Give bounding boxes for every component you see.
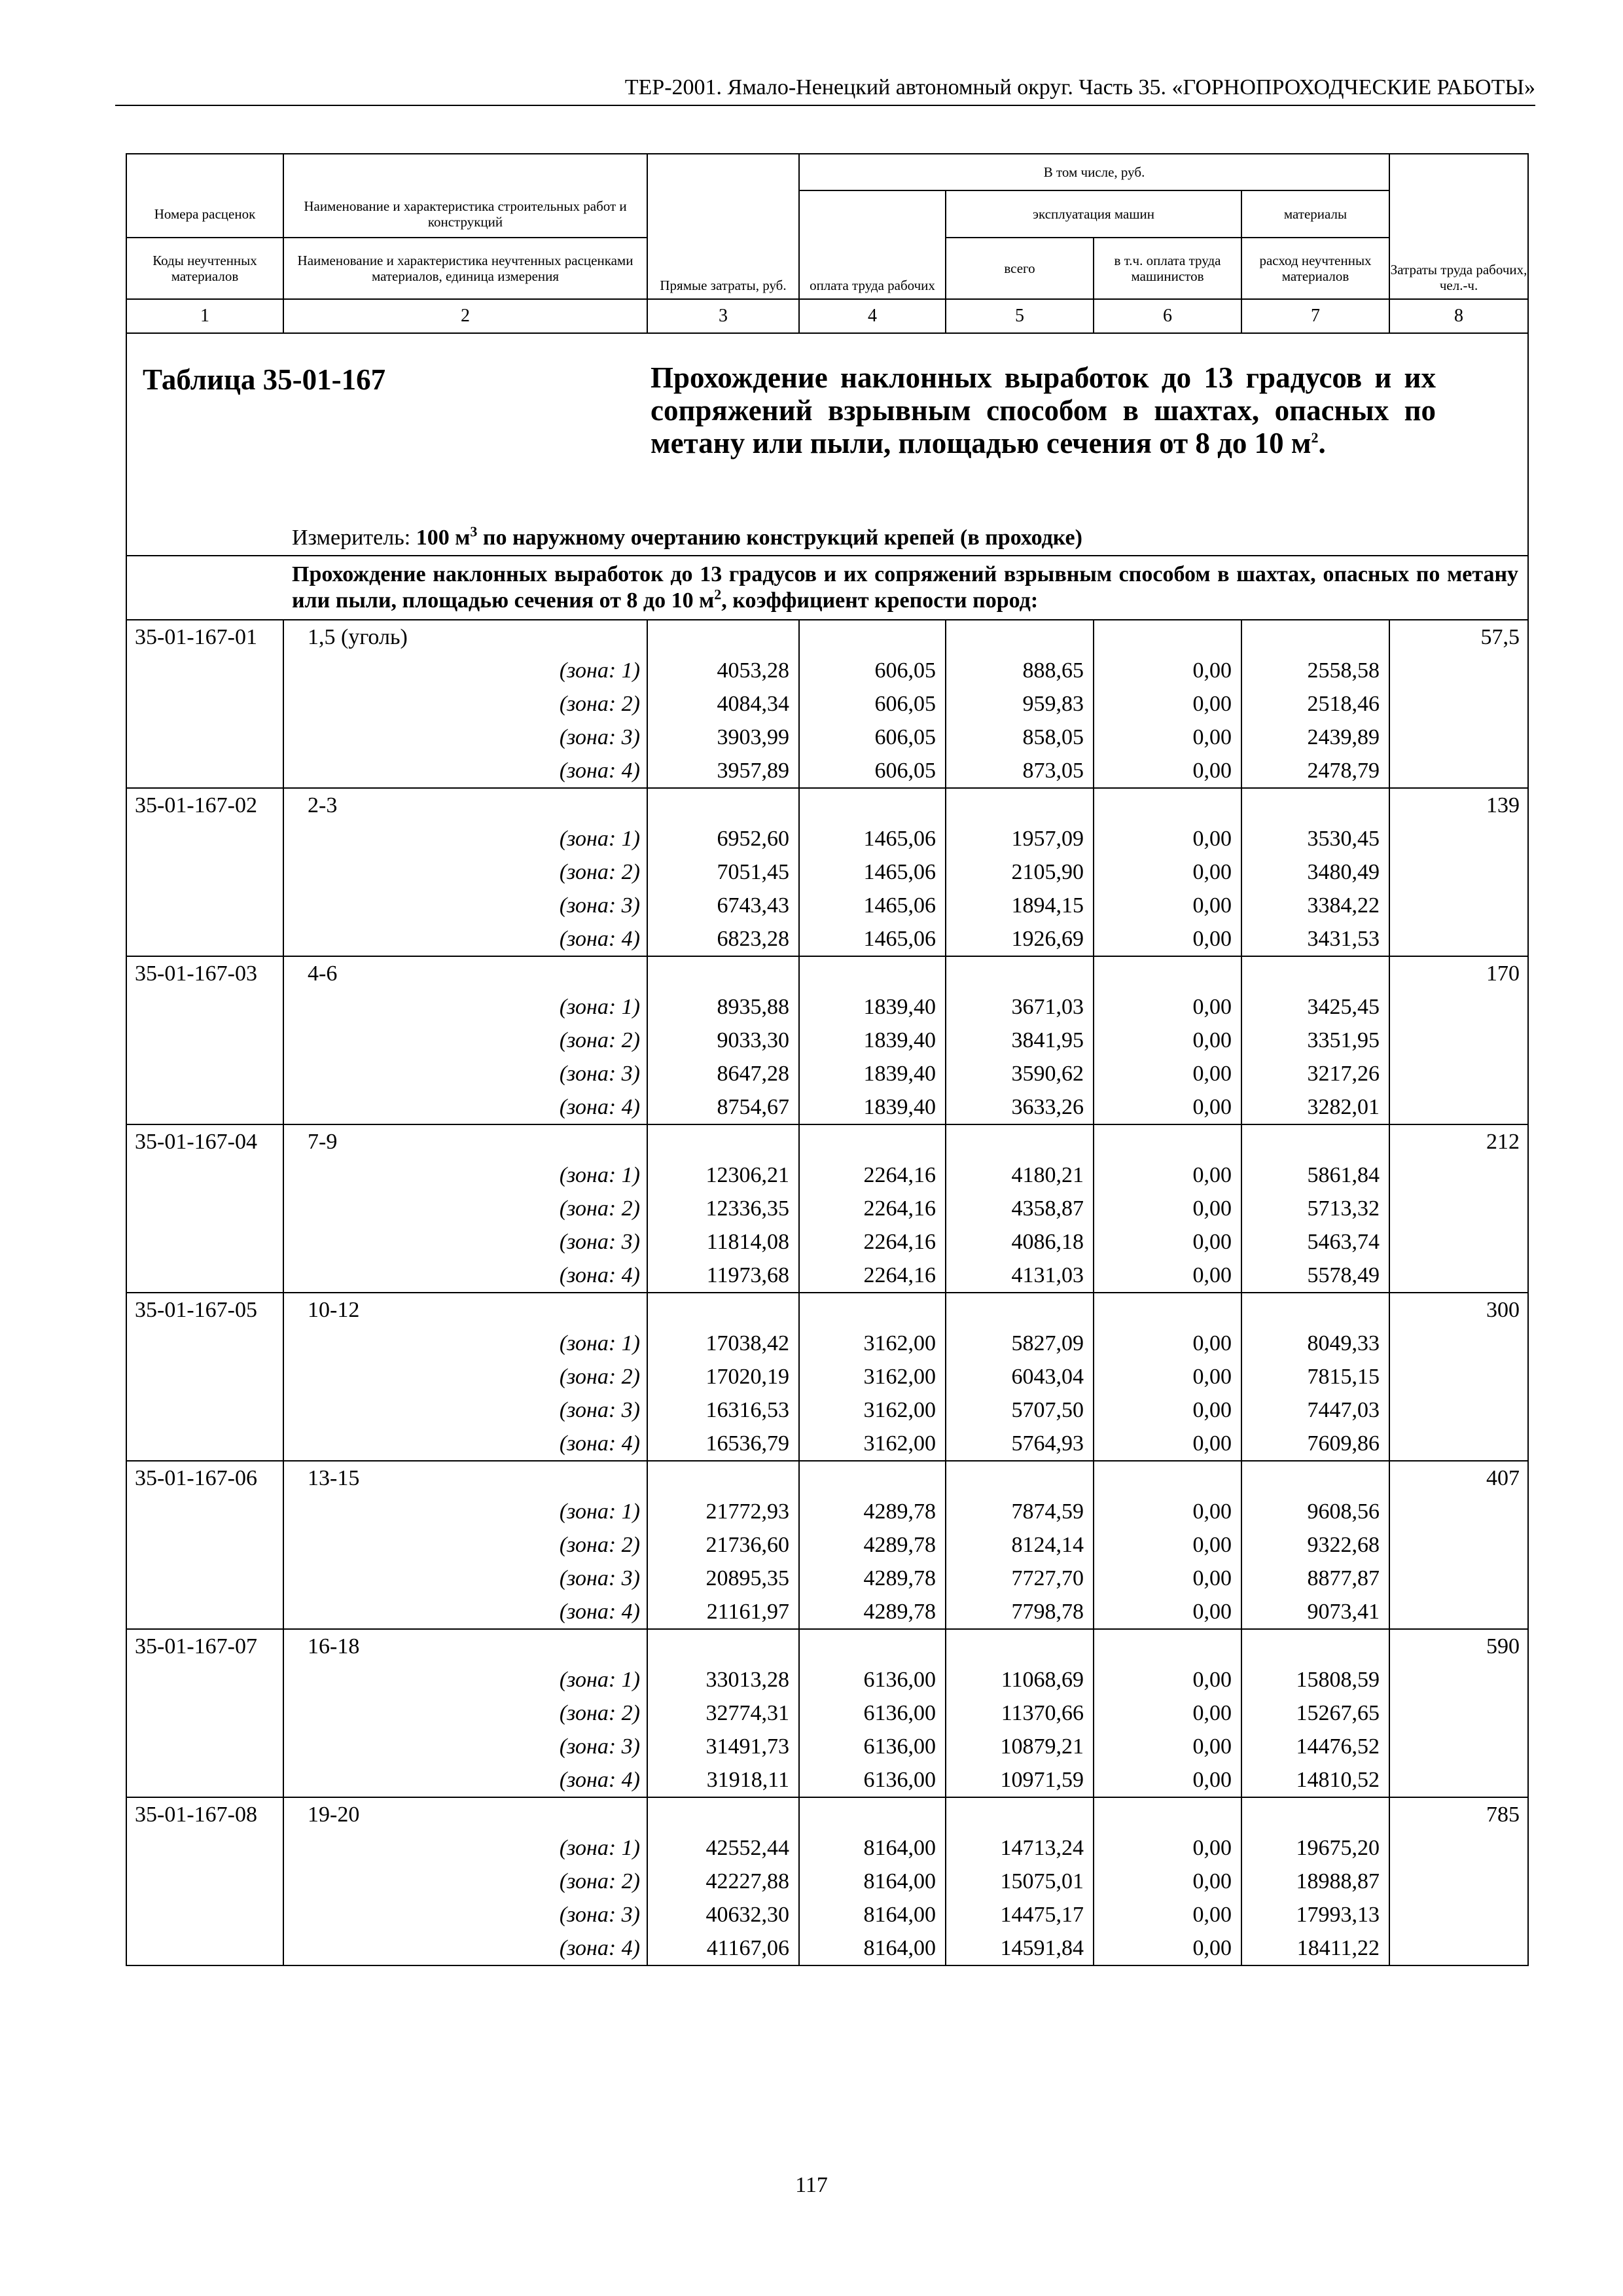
operators-cost: 0,00 [1094,1360,1241,1393]
rate-name: 7-9 [283,1124,647,1158]
operators-cost: 0,00 [1094,855,1241,889]
operators-cost: 0,00 [1094,1696,1241,1730]
direct-cost: 41167,06 [647,1931,799,1965]
header-price-number: Номера расценок [126,190,283,238]
wages-cost: 8164,00 [799,1865,946,1898]
operators-cost: 0,00 [1094,922,1241,956]
materials-cost: 9322,68 [1241,1528,1389,1562]
zone-label: (зона: 1) [283,822,647,855]
table-body [126,333,1528,1965]
operators-cost: 0,00 [1094,1663,1241,1696]
rate-code: 35-01-167-07 [126,1629,283,1663]
materials-cost: 5463,74 [1241,1225,1389,1259]
zone-row [126,1865,1528,1898]
rate-code: 35-01-167-05 [126,1293,283,1327]
wages-cost: 1839,40 [799,990,946,1024]
machines-cost: 1926,69 [946,922,1094,956]
price-table [126,153,1529,1966]
zone-label: (зона: 3) [283,1730,647,1763]
machines-cost: 6043,04 [946,1360,1094,1393]
zone-row [126,1259,1528,1293]
machines-cost: 4086,18 [946,1225,1094,1259]
materials-cost: 3480,49 [1241,855,1389,889]
column-number: 7 [1241,299,1389,333]
operators-cost: 0,00 [1094,1427,1241,1461]
zone-label: (зона: 2) [283,1865,647,1898]
direct-cost: 8935,88 [647,990,799,1024]
header-machines-total: всего [946,238,1094,299]
materials-cost: 7447,03 [1241,1393,1389,1427]
table-subtitle: Прохождение наклонных выработок до 13 градусов и их сопряжений взрывным способом в шахтах, опасных по метану или пыли, площадью сечения от 8 до 10 $м^2$, коэффициент крепости пород: [126,556,1528,620]
operators-cost: 0,00 [1094,754,1241,788]
zone-label: (зона: 1) [283,1831,647,1865]
wages-cost: 1839,40 [799,1024,946,1057]
zone-label: (зона: 3) [283,1393,647,1427]
rate-name: 16-18 [283,1629,647,1663]
machines-cost: 858,05 [946,721,1094,754]
zone-row [126,889,1528,922]
zone-label: (зона: 4) [283,922,647,956]
direct-cost: 11973,68 [647,1259,799,1293]
zone-row [126,754,1528,788]
column-number: 2 [283,299,647,333]
table-title-block [126,333,1528,556]
header-blank [126,154,283,190]
operators-cost: 0,00 [1094,1327,1241,1360]
zone-row [126,990,1528,1024]
machines-cost: 1894,15 [946,889,1094,922]
machines-cost: 14591,84 [946,1931,1094,1965]
header-machines: эксплуатация машин [946,190,1241,238]
materials-cost: 19675,20 [1241,1831,1389,1865]
wages-cost: 1465,06 [799,922,946,956]
zone-label: (зона: 1) [283,1158,647,1192]
materials-cost: 17993,13 [1241,1898,1389,1931]
zone-label: (зона: 2) [283,687,647,721]
rate-row [126,1461,1528,1495]
rate-row [126,1293,1528,1327]
table-number: Таблица 35-01-167 [143,363,386,396]
wages-cost: 4289,78 [799,1595,946,1629]
direct-cost: 17020,19 [647,1360,799,1393]
rate-labor: 212 [1389,1124,1528,1158]
rate-labor: 139 [1389,788,1528,822]
direct-cost: 17038,42 [647,1327,799,1360]
wages-cost: 1465,06 [799,889,946,922]
operators-cost: 0,00 [1094,1158,1241,1192]
machines-cost: 873,05 [946,754,1094,788]
wages-cost: 606,05 [799,754,946,788]
zone-label: (зона: 1) [283,1663,647,1696]
column-number: 8 [1389,299,1528,333]
zone-row [126,1360,1528,1393]
rate-labor: 300 [1389,1293,1528,1327]
direct-cost: 8647,28 [647,1057,799,1090]
column-number: 6 [1094,299,1241,333]
direct-cost: 20895,35 [647,1562,799,1595]
materials-cost: 3384,22 [1241,889,1389,922]
direct-cost: 40632,30 [647,1898,799,1931]
machines-cost: 4180,21 [946,1158,1094,1192]
wages-cost: 4289,78 [799,1495,946,1528]
zone-label: (зона: 1) [283,654,647,687]
zone-row [126,654,1528,687]
materials-cost: 5578,49 [1241,1259,1389,1293]
rate-row [126,788,1528,822]
zone-row [126,1663,1528,1696]
header-materials: материалы [1241,190,1389,238]
zone-label: (зона: 2) [283,1528,647,1562]
operators-cost: 0,00 [1094,1763,1241,1797]
materials-cost: 3425,45 [1241,990,1389,1024]
zone-row [126,1090,1528,1124]
rate-name: 19-20 [283,1797,647,1831]
header-rule [115,105,1535,106]
header-materials-use: расход неучтенных материалов [1241,238,1389,299]
zone-row [126,1562,1528,1595]
wages-cost: 6136,00 [799,1730,946,1763]
operators-cost: 0,00 [1094,1024,1241,1057]
direct-cost: 4053,28 [647,654,799,687]
zone-row [126,1730,1528,1763]
column-numbers-row [126,299,1528,333]
materials-cost: 15267,65 [1241,1696,1389,1730]
operators-cost: 0,00 [1094,1898,1241,1931]
operators-cost: 0,00 [1094,990,1241,1024]
materials-cost: 3530,45 [1241,822,1389,855]
header-wages: оплата труда рабочих [799,190,946,299]
wages-cost: 2264,16 [799,1225,946,1259]
zone-label: (зона: 2) [283,1024,647,1057]
zone-label: (зона: 4) [283,1763,647,1797]
direct-cost: 32774,31 [647,1696,799,1730]
header-codes: Коды неучтенных материалов [126,238,283,299]
column-number: 4 [799,299,946,333]
materials-cost: 7609,86 [1241,1427,1389,1461]
zone-row [126,721,1528,754]
zone-label: (зона: 3) [283,1057,647,1090]
machines-cost: 11068,69 [946,1663,1094,1696]
zone-label: (зона: 1) [283,1495,647,1528]
rate-row [126,1124,1528,1158]
wages-cost: 4289,78 [799,1562,946,1595]
direct-cost: 3957,89 [647,754,799,788]
materials-cost: 5861,84 [1241,1158,1389,1192]
materials-cost: 2518,46 [1241,687,1389,721]
header-operators-wages: в т.ч. оплата труда машинистов [1094,238,1241,299]
materials-cost: 14810,52 [1241,1763,1389,1797]
zone-label: (зона: 4) [283,1090,647,1124]
header-blank [283,154,647,190]
operators-cost: 0,00 [1094,721,1241,754]
header-labor-costs: Затраты труда рабочих, чел.-ч. [1389,154,1528,299]
machines-cost: 14713,24 [946,1831,1094,1865]
materials-cost: 5713,32 [1241,1192,1389,1225]
rate-name: 4-6 [283,956,647,990]
machines-cost: 7798,78 [946,1595,1094,1629]
direct-cost: 8754,67 [647,1090,799,1124]
wages-cost: 3162,00 [799,1327,946,1360]
zone-label: (зона: 4) [283,1427,647,1461]
header-materials-name: Наименование и характеристика неучтенных расценками материалов, единица измерения [283,238,647,299]
zone-row [126,922,1528,956]
direct-cost: 16316,53 [647,1393,799,1427]
rate-code: 35-01-167-02 [126,788,283,822]
zone-label: (зона: 2) [283,1192,647,1225]
machines-cost: 11370,66 [946,1696,1094,1730]
rate-row [126,620,1528,654]
wages-cost: 8164,00 [799,1898,946,1931]
operators-cost: 0,00 [1094,1259,1241,1293]
zone-row [126,1898,1528,1931]
direct-cost: 21161,97 [647,1595,799,1629]
machines-cost: 10971,59 [946,1763,1094,1797]
wages-cost: 1839,40 [799,1057,946,1090]
machines-cost: 8124,14 [946,1528,1094,1562]
wages-cost: 3162,00 [799,1360,946,1393]
operators-cost: 0,00 [1094,654,1241,687]
machines-cost: 15075,01 [946,1865,1094,1898]
page-number: 117 [795,2173,828,2197]
machines-cost: 1957,09 [946,822,1094,855]
materials-cost: 18411,22 [1241,1931,1389,1965]
zone-row [126,1427,1528,1461]
direct-cost: 7051,45 [647,855,799,889]
wages-cost: 4289,78 [799,1528,946,1562]
operators-cost: 0,00 [1094,1057,1241,1090]
zone-row [126,1595,1528,1629]
rate-name: 13-15 [283,1461,647,1495]
rate-labor: 590 [1389,1629,1528,1663]
materials-cost: 7815,15 [1241,1360,1389,1393]
rate-labor: 57,5 [1389,620,1528,654]
machines-cost: 2105,90 [946,855,1094,889]
operators-cost: 0,00 [1094,1865,1241,1898]
direct-cost: 31491,73 [647,1730,799,1763]
materials-cost: 9608,56 [1241,1495,1389,1528]
direct-cost: 42552,44 [647,1831,799,1865]
direct-cost: 16536,79 [647,1427,799,1461]
rate-name: 10-12 [283,1293,647,1327]
operators-cost: 0,00 [1094,1831,1241,1865]
materials-cost: 15808,59 [1241,1663,1389,1696]
direct-cost: 6823,28 [647,922,799,956]
operators-cost: 0,00 [1094,1225,1241,1259]
wages-cost: 606,05 [799,721,946,754]
zone-row [126,1327,1528,1360]
operators-cost: 0,00 [1094,1562,1241,1595]
operators-cost: 0,00 [1094,1090,1241,1124]
machines-cost: 3633,26 [946,1090,1094,1124]
column-number: 1 [126,299,283,333]
wages-cost: 2264,16 [799,1192,946,1225]
rate-row [126,1797,1528,1831]
zone-label: (зона: 4) [283,1259,647,1293]
rate-code: 35-01-167-06 [126,1461,283,1495]
machines-cost: 10879,21 [946,1730,1094,1763]
machines-cost: 959,83 [946,687,1094,721]
zone-label: (зона: 2) [283,1360,647,1393]
materials-cost: 2478,79 [1241,754,1389,788]
zone-label: (зона: 3) [283,1898,647,1931]
materials-cost: 9073,41 [1241,1595,1389,1629]
zone-label: (зона: 4) [283,1931,647,1965]
materials-cost: 3217,26 [1241,1057,1389,1090]
rate-labor: 170 [1389,956,1528,990]
machines-cost: 3671,03 [946,990,1094,1024]
rate-name: 2-3 [283,788,647,822]
rate-code: 35-01-167-08 [126,1797,283,1831]
direct-cost: 11814,08 [647,1225,799,1259]
operators-cost: 0,00 [1094,889,1241,922]
machines-cost: 4358,87 [946,1192,1094,1225]
column-number: 5 [946,299,1094,333]
operators-cost: 0,00 [1094,1393,1241,1427]
rate-code: 35-01-167-03 [126,956,283,990]
materials-cost: 3282,01 [1241,1090,1389,1124]
machines-cost: 5707,50 [946,1393,1094,1427]
zone-row [126,687,1528,721]
zone-row [126,1495,1528,1528]
table-title: Прохождение наклонных выработок до 13 градусов и их сопряжений взрывным способом в шахтах, опасных по метану или пыли, площадью сечения от 8 до 10 $м^2$. [651,361,1436,459]
direct-cost: 3903,99 [647,721,799,754]
zone-row [126,1696,1528,1730]
machines-cost: 5827,09 [946,1327,1094,1360]
direct-cost: 12336,35 [647,1192,799,1225]
zone-label: (зона: 1) [283,990,647,1024]
zone-label: (зона: 4) [283,1595,647,1629]
wages-cost: 8164,00 [799,1831,946,1865]
machines-cost: 3590,62 [946,1057,1094,1090]
zone-row [126,1528,1528,1562]
machines-cost: 7727,70 [946,1562,1094,1595]
materials-cost: 2439,89 [1241,721,1389,754]
materials-cost: 18988,87 [1241,1865,1389,1898]
direct-cost: 21772,93 [647,1495,799,1528]
header-incl-rub: В том числе, руб. [799,154,1389,190]
machines-cost: 888,65 [946,654,1094,687]
wages-cost: 1465,06 [799,855,946,889]
wages-cost: 3162,00 [799,1427,946,1461]
materials-cost: 3351,95 [1241,1024,1389,1057]
zone-row [126,822,1528,855]
wages-cost: 8164,00 [799,1931,946,1965]
rate-labor: 407 [1389,1461,1528,1495]
zone-row [126,855,1528,889]
header-work-name: Наименование и характеристика строительных работ и конструкций [283,190,647,238]
machines-cost: 3841,95 [946,1024,1094,1057]
zone-label: (зона: 3) [283,721,647,754]
operators-cost: 0,00 [1094,687,1241,721]
wages-cost: 3162,00 [799,1393,946,1427]
operators-cost: 0,00 [1094,1495,1241,1528]
wages-cost: 1839,40 [799,1090,946,1124]
direct-cost: 6952,60 [647,822,799,855]
operators-cost: 0,00 [1094,1595,1241,1629]
operators-cost: 0,00 [1094,1730,1241,1763]
zone-label: (зона: 2) [283,1696,647,1730]
machines-cost: 5764,93 [946,1427,1094,1461]
running-header: ТЕР-2001. Ямало-Ненецкий автономный округ. Часть 35. «ГОРНОПРОХОДЧЕСКИЕ РАБОТЫ» [624,75,1535,99]
table-header [126,154,1528,333]
machines-cost: 7874,59 [946,1495,1094,1528]
zone-row [126,1024,1528,1057]
direct-cost: 12306,21 [647,1158,799,1192]
rate-code: 35-01-167-04 [126,1124,283,1158]
rate-row [126,956,1528,990]
rate-labor: 785 [1389,1797,1528,1831]
materials-cost: 2558,58 [1241,654,1389,687]
wages-cost: 6136,00 [799,1696,946,1730]
zone-label: (зона: 3) [283,1562,647,1595]
rate-code: 35-01-167-01 [126,620,283,654]
wages-cost: 2264,16 [799,1259,946,1293]
machines-cost: 14475,17 [946,1898,1094,1931]
zone-row [126,1763,1528,1797]
materials-cost: 8877,87 [1241,1562,1389,1595]
wages-cost: 606,05 [799,687,946,721]
zone-label: (зона: 2) [283,855,647,889]
materials-cost: 14476,52 [1241,1730,1389,1763]
column-number: 3 [647,299,799,333]
zone-label: (зона: 3) [283,1225,647,1259]
wages-cost: 2264,16 [799,1158,946,1192]
zone-row [126,1393,1528,1427]
rate-name: 1,5 (уголь) [283,620,647,654]
direct-cost: 9033,30 [647,1024,799,1057]
zone-label: (зона: 1) [283,1327,647,1360]
zone-row [126,1225,1528,1259]
measurer: Измеритель: 100 $м^3$ по наружному очертанию конструкций крепей (в проходке) [292,523,1082,550]
operators-cost: 0,00 [1094,1931,1241,1965]
wages-cost: 6136,00 [799,1663,946,1696]
rate-row [126,1629,1528,1663]
zone-row [126,1158,1528,1192]
zone-row [126,1931,1528,1965]
zone-row [126,1831,1528,1865]
operators-cost: 0,00 [1094,1528,1241,1562]
header-direct-costs: Прямые затраты, руб. [647,154,799,299]
operators-cost: 0,00 [1094,1192,1241,1225]
zone-label: (зона: 4) [283,754,647,788]
direct-cost: 6743,43 [647,889,799,922]
direct-cost: 4084,34 [647,687,799,721]
zone-label: (зона: 3) [283,889,647,922]
operators-cost: 0,00 [1094,822,1241,855]
zone-row [126,1192,1528,1225]
wages-cost: 1465,06 [799,822,946,855]
wages-cost: 606,05 [799,654,946,687]
direct-cost: 33013,28 [647,1663,799,1696]
direct-cost: 21736,60 [647,1528,799,1562]
direct-cost: 42227,88 [647,1865,799,1898]
zone-row [126,1057,1528,1090]
direct-cost: 31918,11 [647,1763,799,1797]
materials-cost: 3431,53 [1241,922,1389,956]
materials-cost: 8049,33 [1241,1327,1389,1360]
machines-cost: 4131,03 [946,1259,1094,1293]
wages-cost: 6136,00 [799,1763,946,1797]
